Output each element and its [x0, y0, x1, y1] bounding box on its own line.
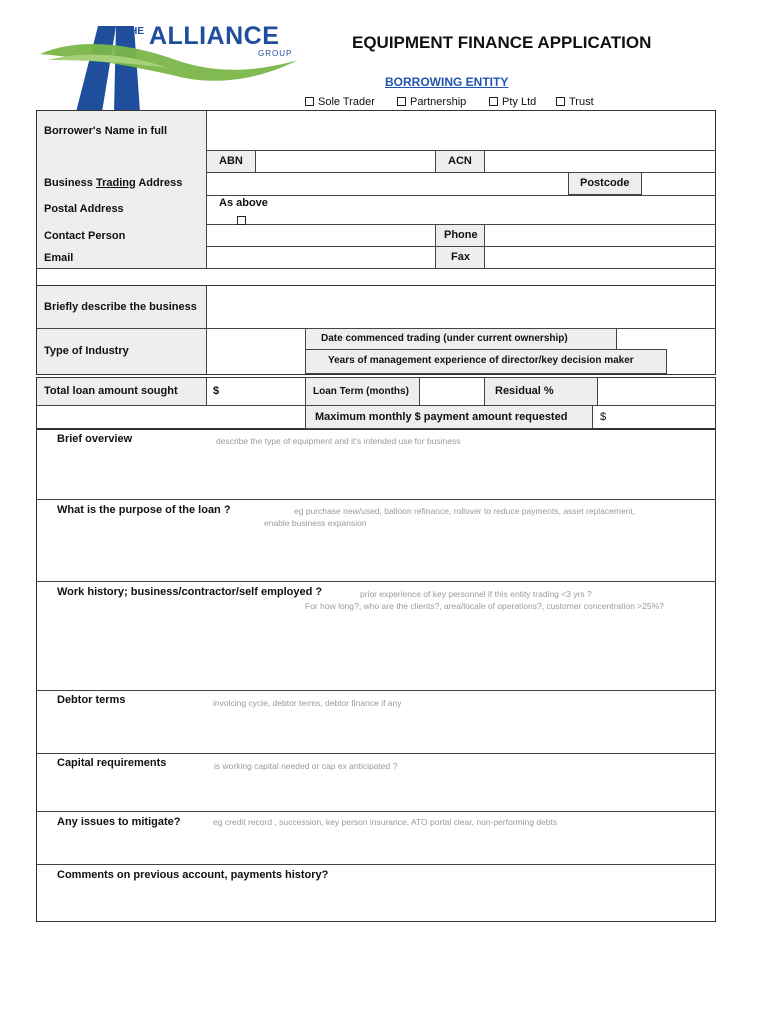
contact-person-label: Contact Person [44, 230, 126, 242]
loan-term-label: Loan Term (months) [313, 386, 409, 397]
date-commenced-input[interactable] [618, 329, 714, 349]
entity-option-pty-ltd[interactable]: Pty Ltd [489, 96, 536, 108]
logo-name-text: ALLIANCE [149, 22, 280, 50]
entity-option-sole-trader[interactable]: Sole Trader [305, 96, 375, 108]
type-of-industry-label: Type of Industry [44, 345, 129, 357]
borrowing-entity-heading: BORROWING ENTITY [385, 75, 509, 89]
postcode-label: Postcode [580, 177, 630, 189]
borrower-name-input[interactable] [208, 112, 714, 149]
checkbox-icon[interactable] [489, 97, 498, 106]
brief-overview-input[interactable] [38, 450, 714, 498]
phone-label: Phone [444, 229, 478, 241]
abn-label: ABN [219, 155, 243, 167]
debtor-terms-input[interactable] [38, 712, 714, 752]
dollar-sign: $ [213, 385, 220, 397]
describe-business-input[interactable] [208, 287, 714, 327]
total-loan-input[interactable] [224, 379, 304, 404]
issues-to-mitigate-hint: eg credit record , succession, key person insurance, ATO portal clear, non-performing debts [213, 817, 558, 827]
capital-requirements-label: Capital requirements [57, 757, 167, 769]
acn-input[interactable] [487, 151, 714, 172]
as-above-checkbox[interactable] [237, 216, 246, 225]
alliance-logo [36, 20, 306, 120]
business-trading-address-label: Business Trading Address [44, 177, 183, 189]
residual-input[interactable] [599, 379, 714, 404]
max-payment-dollar: $ [600, 411, 607, 423]
business-label-column [37, 286, 206, 374]
checkbox-icon[interactable] [556, 97, 565, 106]
loan-purpose-hint: eg purchase new/used, balloon refinance, rollover to reduce payments, asset replacement, [294, 506, 636, 516]
years-experience-label: Years of management experience of director/key decision maker [328, 355, 634, 366]
issues-to-mitigate-input[interactable] [38, 832, 714, 863]
entity-option-trust[interactable]: Trust [556, 96, 594, 108]
years-experience-input[interactable] [668, 350, 714, 373]
debtor-terms-label: Debtor terms [57, 694, 126, 706]
email-label: Email [44, 252, 74, 264]
work-history-input[interactable] [38, 616, 714, 689]
postcode-input[interactable] [644, 173, 714, 194]
fax-label: Fax [451, 251, 470, 263]
date-commenced-label: Date commenced trading (under current ownership) [321, 333, 568, 344]
entity-option-partnership[interactable]: Partnership [397, 96, 466, 108]
capital-requirements-hint: is working capital needed or cap ex anticipated ? [214, 761, 398, 771]
fax-input[interactable] [487, 247, 714, 268]
postal-address-label: Postal Address [44, 203, 124, 215]
checkbox-icon[interactable] [397, 97, 406, 106]
phone-input[interactable] [487, 225, 714, 246]
comments-label: Comments on previous account, payments history? [57, 869, 329, 881]
max-payment-input[interactable] [612, 406, 714, 428]
loan-purpose-hint-2: enable business expansion [264, 518, 367, 528]
acn-label: ACN [448, 155, 472, 167]
contact-person-input[interactable] [208, 225, 434, 246]
as-above-label: As above [219, 197, 268, 209]
checkbox-icon[interactable] [305, 97, 314, 106]
work-history-label: Work history; business/contractor/self employed ? [57, 586, 323, 598]
loan-purpose-label: What is the purpose of the loan ? [57, 504, 231, 516]
work-history-hint-2: For how long?, who are the clients?, area/locale of operations?, customer concentration >25%? [305, 601, 664, 611]
capital-requirements-input[interactable] [38, 775, 714, 810]
work-history-hint: prior experience of key personnel if this entity trading <3 yrs ? [360, 589, 592, 599]
comments-input[interactable] [38, 884, 714, 920]
logo-group-text: GROUP [258, 49, 293, 58]
residual-label: Residual % [495, 385, 554, 397]
debtor-terms-hint: invoicing cycle, debtor terms, debtor finance if any [213, 698, 402, 708]
total-loan-label: Total loan amount sought [44, 385, 178, 397]
business-address-input[interactable] [208, 173, 566, 194]
brief-overview-hint: describe the type of equipment and it's intended use for business [216, 436, 461, 446]
issues-to-mitigate-label: Any issues to mitigate? [57, 816, 181, 828]
loan-term-input[interactable] [421, 379, 483, 404]
max-payment-label: Maximum monthly $ payment amount requested [315, 411, 568, 423]
postal-address-input[interactable] [280, 196, 714, 223]
brief-overview-label: Brief overview [57, 433, 133, 445]
email-input[interactable] [208, 247, 434, 268]
abn-input[interactable] [258, 151, 434, 172]
describe-business-label: Briefly describe the business [44, 301, 197, 313]
borrower-name-label: Borrower's Name in full [44, 125, 168, 137]
page-title: EQUIPMENT FINANCE APPLICATION [352, 33, 652, 52]
industry-input[interactable] [208, 330, 304, 373]
logo-the-text: THE [124, 26, 144, 37]
loan-purpose-input[interactable] [38, 532, 714, 580]
